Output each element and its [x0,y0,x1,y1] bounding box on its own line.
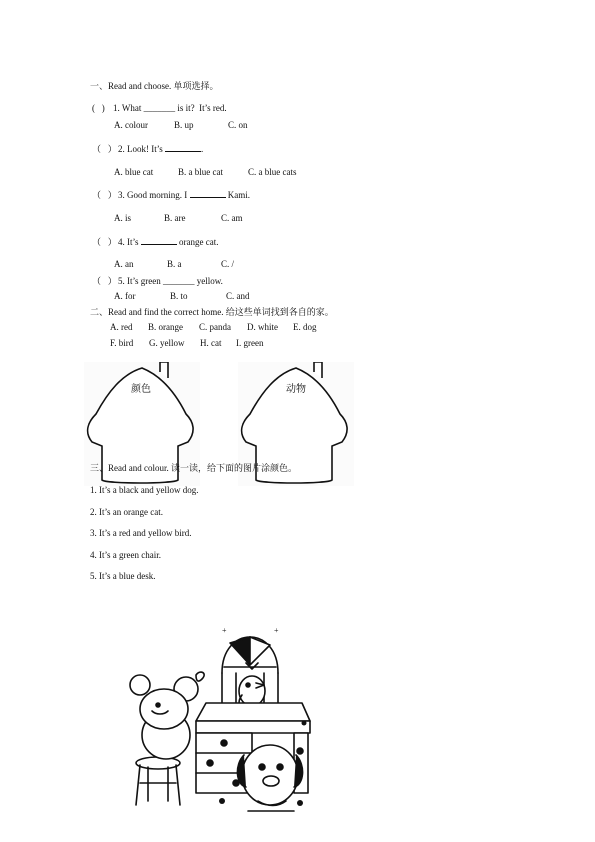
q2-option-b[interactable]: B. a blue cat [178,167,223,177]
colour-item-4: 4. It’s a green chair. [90,550,161,560]
section2-title: 二、Read and find the correct home. 给这些单词找到各自的家。 [90,307,334,317]
word-i[interactable]: I. green [236,338,264,348]
q5-option-b[interactable]: B. to [170,291,188,301]
q2-stem-end: . [201,144,204,154]
q5-option-a[interactable]: A. for [114,291,136,301]
q5-option-c[interactable]: C. and [226,291,250,301]
q5-stem: 5. It’s green _______ yellow. [118,276,223,286]
cat-icon[interactable] [130,672,204,759]
q2-option-a[interactable]: A. blue cat [114,167,154,177]
q3-option-b[interactable]: B. are [164,213,186,223]
q1-option-a[interactable]: A. colour [114,120,148,130]
q1-stem: 1. What _______ is it? It’s red. [113,103,227,113]
q4-stem [118,237,219,248]
q2-option-c[interactable]: C. a blue cats [248,167,297,177]
q1-option-b[interactable]: B. up [174,120,194,130]
word-h[interactable]: H. cat [200,338,222,348]
q4-answer-blank[interactable] [141,244,177,245]
q3-option-c[interactable]: C. am [221,213,243,223]
svg-text:+: + [274,626,279,635]
q1-bracket[interactable]: ( ) [92,103,105,113]
q4-option-a[interactable]: A. an [114,259,134,269]
q2-bracket[interactable]: （ ） [92,144,117,154]
q5-bracket[interactable]: （ ） [92,276,117,286]
q3-stem [118,190,250,201]
word-g[interactable]: G. yellow [149,338,185,348]
q3-option-a[interactable]: A. is [114,213,132,223]
word-a[interactable]: A. red [110,322,133,332]
colour-item-5: 5. It’s a blue desk. [90,571,156,581]
q3-stem-text: 3. Good morning. I [118,190,188,200]
word-f[interactable]: F. bird [110,338,134,348]
colour-item-3: 3. It’s a red and yellow bird. [90,528,192,538]
q2-stem [118,144,203,155]
chair-icon[interactable] [136,757,180,805]
word-b[interactable]: B. orange [148,322,183,332]
q4-stem-end: orange cat. [179,237,219,247]
q3-answer-blank[interactable] [190,197,226,198]
house-animals-label: 动物 [286,384,306,395]
q4-stem-text: 4. It’s [118,237,139,247]
q1-option-c[interactable]: C. on [228,120,248,130]
word-d[interactable]: D. white [247,322,278,332]
q4-option-c[interactable]: C. / [221,259,235,269]
q2-answer-blank[interactable] [165,151,201,152]
word-e[interactable]: E. dog [293,322,317,332]
q2-stem-text: 2. Look! It’s [118,144,163,154]
q3-bracket[interactable]: （ ） [92,190,117,200]
section1-title: 一、Read and choose. 单项选择。 [90,81,219,91]
word-c[interactable]: C. panda [199,322,231,332]
colour-item-1: 1. It’s a black and yellow dog. [90,485,199,495]
q3-stem-end: Kami. [227,190,250,200]
svg-text:+: + [222,626,227,635]
q4-option-b[interactable]: B. a [167,259,182,269]
house-colours-label: 颜色 [131,384,151,395]
colour-item-2: 2. It’s an orange cat. [90,507,163,517]
q4-bracket[interactable]: （ ） [92,237,117,247]
colouring-picture[interactable] [118,625,318,820]
section3-title: 三、Read and colour. 读一读，给下面的图片涂颜色。 [90,463,297,473]
